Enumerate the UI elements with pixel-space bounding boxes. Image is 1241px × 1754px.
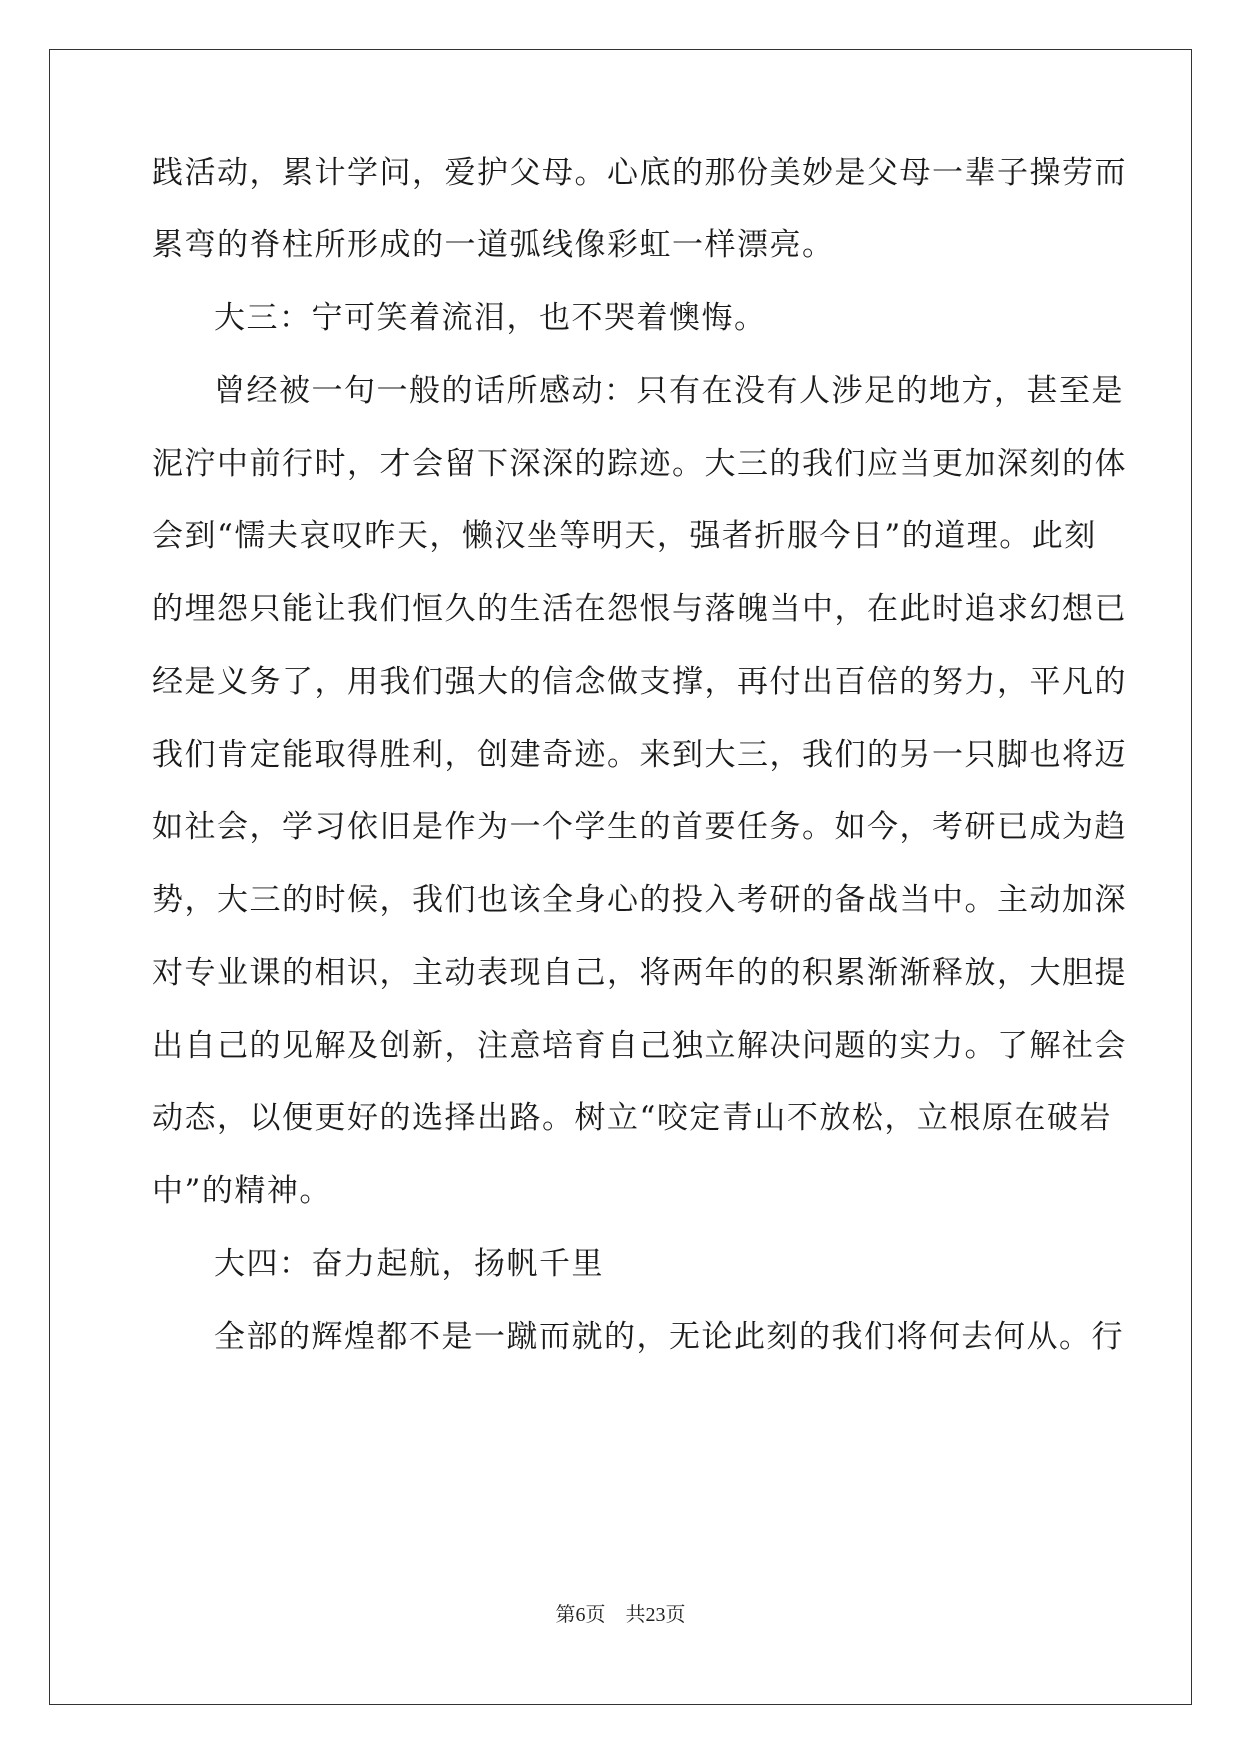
body-line: 经是义务了，用我们强大的信念做支撑，再付出百倍的努力，平凡的: [152, 664, 1127, 700]
body-line: 对专业课的相识，主动表现自己，将两年的的积累渐渐释放，大胆提: [152, 955, 1127, 991]
body-line: 我们肯定能取得胜利，创建奇迹。来到大三，我们的另一只脚也将迈: [152, 737, 1127, 773]
body-line: 践活动，累计学问，爱护父母。心底的那份美妙是父母一辈子操劳而: [152, 155, 1127, 191]
body-line: 曾经被一句一般的话所感动：只有在没有人涉足的地方，甚至是: [214, 373, 1124, 409]
body-line: 中”的精神。: [152, 1173, 332, 1209]
body-line: 出自己的见解及创新，注意培育自己独立解决问题的实力。了解社会: [152, 1028, 1127, 1064]
body-line: 如社会，学习依旧是作为一个学生的首要任务。如今，考研已成为趋: [152, 809, 1127, 845]
page-number: 第6页: [555, 1604, 606, 1626]
body-line: 势，大三的时候，我们也该全身心的投入考研的备战当中。主动加深: [152, 882, 1127, 918]
body-line: 动态，以便更好的选择出路。树立“咬定青山不放松，立根原在破岩: [152, 1100, 1112, 1136]
body-line: 会到“懦夫哀叹昨天，懒汉坐等明天，强者折服今日”的道理。此刻: [152, 518, 1097, 554]
page-total: 共23页: [625, 1604, 686, 1626]
section-heading: 大三：宁可笑着流泪，也不哭着懊悔。: [214, 300, 767, 336]
body-line: 全部的辉煌都不是一蹴而就的，无论此刻的我们将何去何从。行: [214, 1319, 1124, 1355]
section-heading: 大四：奋力起航，扬帆千里: [214, 1246, 604, 1282]
body-line: 的埋怨只能让我们恒久的生活在怨恨与落魄当中，在此时追求幻想已: [152, 591, 1127, 627]
body-line: 泥泞中前行时，才会留下深深的踪迹。大三的我们应当更加深刻的体: [152, 446, 1127, 482]
page-footer: [0, 1602, 1241, 1628]
body-line: 累弯的脊柱所形成的一道弧线像彩虹一样漂亮。: [152, 227, 835, 263]
